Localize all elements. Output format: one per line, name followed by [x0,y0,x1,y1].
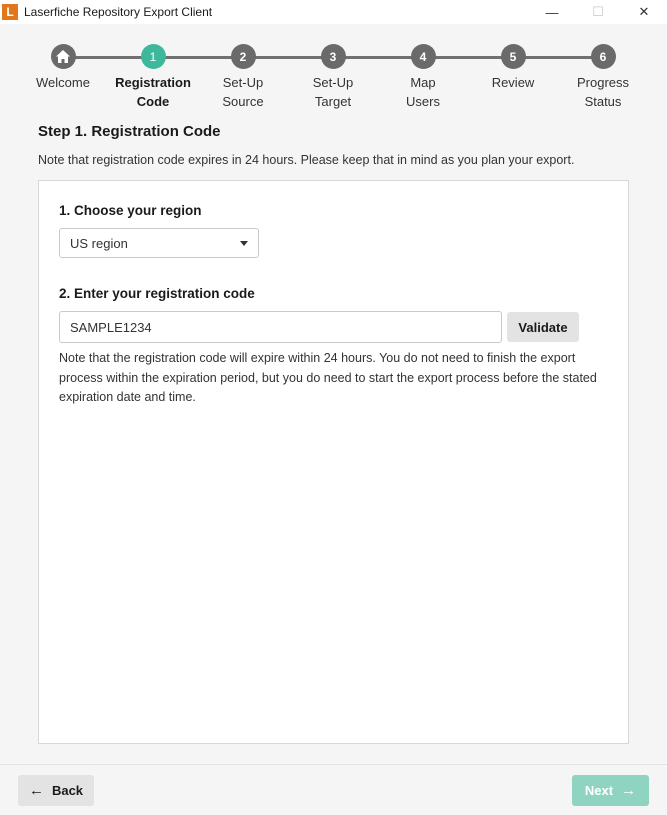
step-marker: 2 [231,44,256,69]
step-label: Set-Up Source [222,75,264,109]
registration-panel [38,180,629,744]
footer-divider [0,764,667,765]
back-button-label: Back [51,783,84,798]
step-welcome[interactable] [18,44,108,92]
title-bar [0,0,667,24]
step-map-users[interactable] [378,44,468,111]
window-title: Laserfiche Repository Export Client [24,5,213,19]
app-logo-icon: L [2,4,18,20]
step-label: Map Users [406,75,440,109]
expiration-note: Note that the registration code will expire within 24 hours. You do not need to finish the export process within the expiration period, but you do need to start the export process before the stated expiration date and time. [59,351,597,404]
home-icon [51,44,76,69]
step-registration-code[interactable] [108,44,198,111]
back-button[interactable] [18,775,94,806]
step-set-up-source[interactable] [198,44,288,111]
registration-code-input[interactable] [59,311,502,343]
step-label: Set-Up Target [312,75,354,109]
step-label: Progress Status [576,75,630,109]
caret-down-icon [240,241,248,246]
step-marker: 3 [321,44,346,69]
step-review[interactable] [468,44,558,92]
arrow-right-icon: → [621,782,637,799]
next-button-label: Next [584,783,614,798]
registration-code-label: 2. Enter your registration code [59,286,255,301]
page-title: Step 1. Registration Code [38,123,221,140]
window-controls [529,0,667,24]
region-label: 1. Choose your region [59,203,202,218]
region-select[interactable] [59,228,259,258]
step-marker: 5 [501,44,526,69]
step-label: Registration Code [115,75,191,109]
close-button[interactable]: ✕ [638,4,650,19]
step-set-up-target[interactable] [288,44,378,111]
wizard-stepper [0,44,667,110]
maximize-button[interactable]: ☐ [592,4,604,19]
validate-button[interactable]: Validate [507,312,579,342]
region-selected-value: US region [70,235,128,251]
step-marker: 4 [411,44,436,69]
next-button[interactable] [572,775,649,806]
page-note: Note that registration code expires in 24 hours. Please keep that in mind as you plan your export. [38,153,575,167]
step-progress-status[interactable] [558,44,648,111]
step-label: Welcome [36,75,90,90]
arrow-left-icon: ← [28,782,44,799]
step-label: Review [491,75,535,90]
step-marker: 6 [591,44,616,69]
step-marker: 1 [141,44,166,69]
minimize-button[interactable]: — [545,4,559,20]
